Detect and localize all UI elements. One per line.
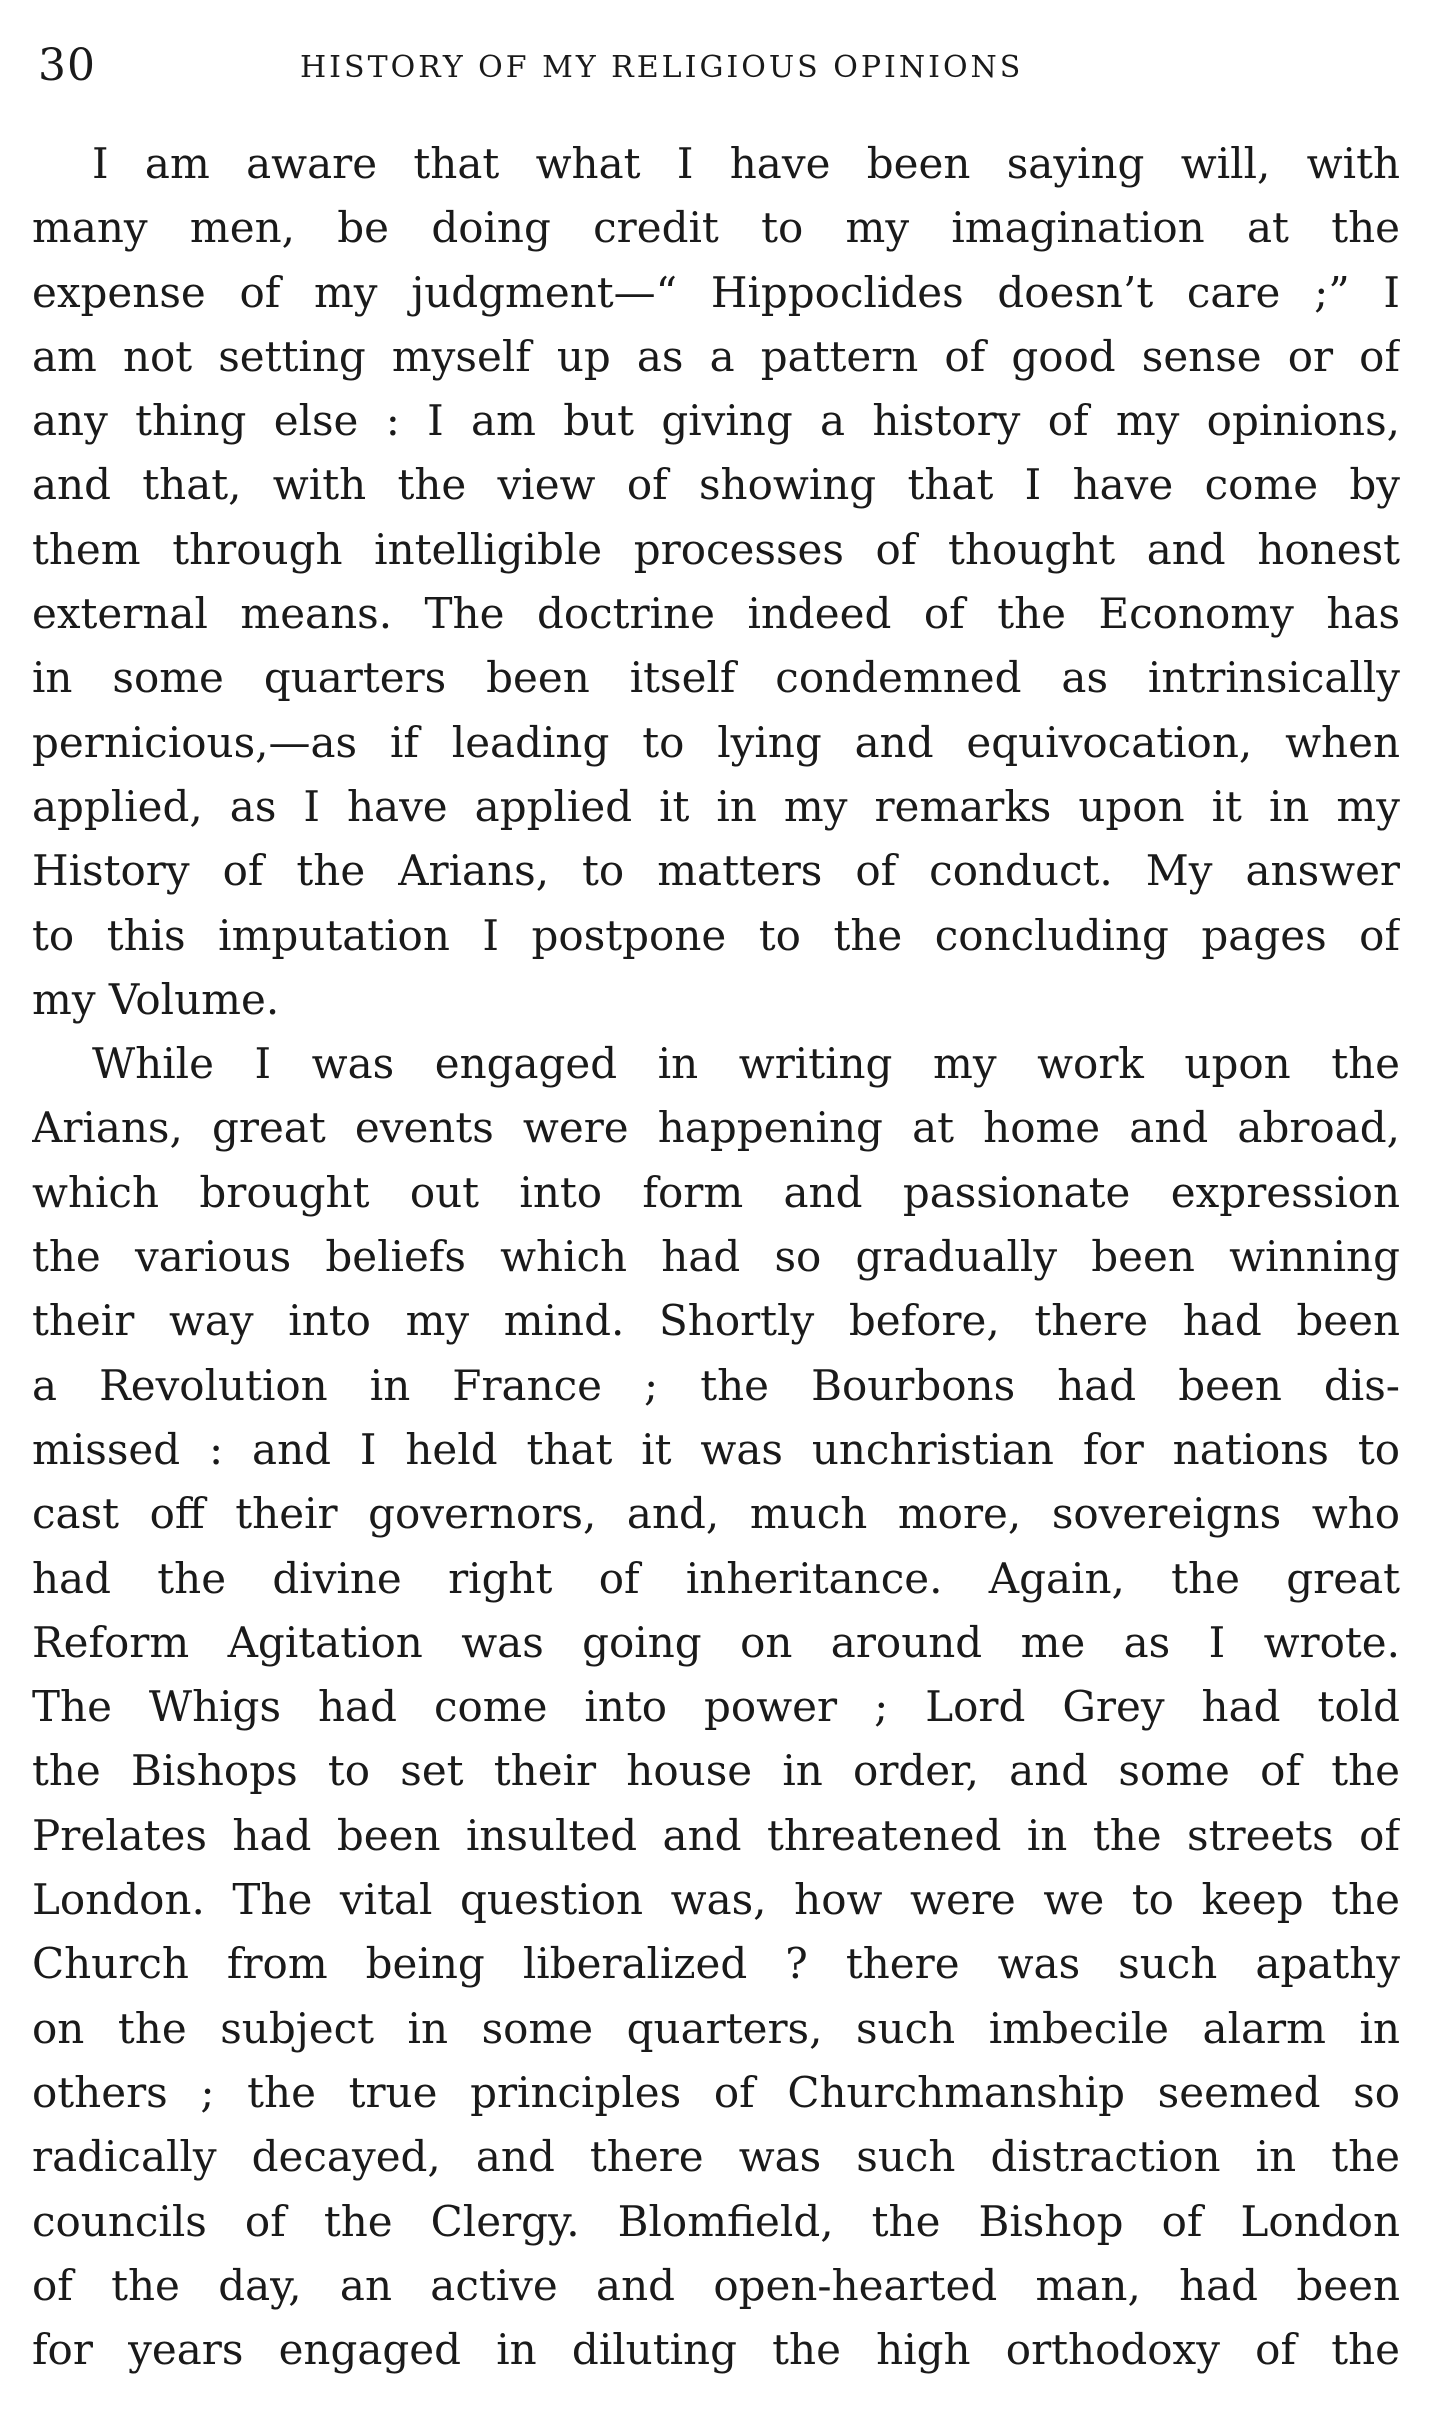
text-line: in some quarters been itself condemned as intrinsically [32, 653, 1400, 703]
paragraph-2 [32, 1032, 1400, 2382]
running-head: HISTORY OF MY RELIGIOUS OPINIONS [300, 50, 1024, 85]
text-line: radically decayed, and there was such distraction in the [32, 2132, 1400, 2182]
page-header [30, 30, 1410, 100]
text-line: external means. The doctrine indeed of the Economy has [32, 589, 1400, 639]
text-line: cast off their governors, and, much more, sovereigns who [32, 1489, 1400, 1539]
text-line: others ; the true principles of Churchmanship seemed so [32, 2067, 1400, 2117]
text-line: which brought out into form and passionate expression [32, 1167, 1400, 1217]
text-line: for years engaged in diluting the high orthodoxy of the [32, 2325, 1400, 2375]
text-line: them through intelligible processes of thought and honest [32, 524, 1400, 574]
body-text [32, 132, 1400, 2382]
text-line: of the day, an active and open-hearted man, had been [32, 2260, 1400, 2310]
text-line: expense of my judgment—“ Hippoclides doesn’t care ;” I [32, 267, 1400, 317]
text-line: my Volume. [32, 974, 280, 1024]
text-line: Reform Agitation was going on around me as I wrote. [32, 1617, 1400, 1667]
text-line: the various beliefs which had so gradually been winning [32, 1232, 1400, 1282]
text-line: on the subject in some quarters, such imbecile alarm in [32, 2003, 1400, 2053]
text-line: had the divine right of inheritance. Again, the great [32, 1553, 1400, 1603]
text-line: Arians, great events were happening at home and abroad, [32, 1103, 1400, 1153]
text-line: applied, as I have applied it in my remarks upon it in my [32, 781, 1400, 831]
text-line: missed : and I held that it was unchristian for nations to [32, 1424, 1400, 1474]
text-line: pernicious,—as if leading to lying and equivocation, when [32, 717, 1400, 767]
text-line: I am aware that what I have been saying will, with [92, 139, 1400, 188]
text-line: any thing else : I am but giving a history of my opinions, [32, 396, 1400, 446]
text-line: to this imputation I postpone to the concluding pages of [32, 910, 1400, 960]
text-line: am not setting myself up as a pattern of good sense or of [32, 331, 1400, 381]
text-line: the Bishops to set their house in order, and some of the [32, 1746, 1400, 1796]
text-line: History of the Arians, to matters of conduct. My answer [32, 846, 1400, 896]
text-line: The Whigs had come into power ; Lord Grey had told [32, 1682, 1400, 1732]
page-number: 30 [38, 40, 96, 91]
text-line: While I was engaged in writing my work upon the [92, 1039, 1400, 1089]
text-line: councils of the Clergy. Blomfield, the Bishop of London [32, 2196, 1400, 2246]
text-line: Church from being liberalized ? there was such apathy [32, 1939, 1400, 1989]
text-line: their way into my mind. Shortly before, there had been [32, 1296, 1400, 1346]
text-line: many men, be doing credit to my imagination at the [32, 203, 1400, 253]
text-line: Prelates had been insulted and threatened in the streets of [32, 1810, 1400, 1860]
text-line: and that, with the view of showing that I have come by [32, 460, 1400, 510]
text-line: a Revolution in France ; the Bourbons had been dis- [32, 1360, 1400, 1410]
text-line: London. The vital question was, how were we to keep the [32, 1875, 1400, 1925]
paragraph-1 [32, 132, 1400, 1032]
